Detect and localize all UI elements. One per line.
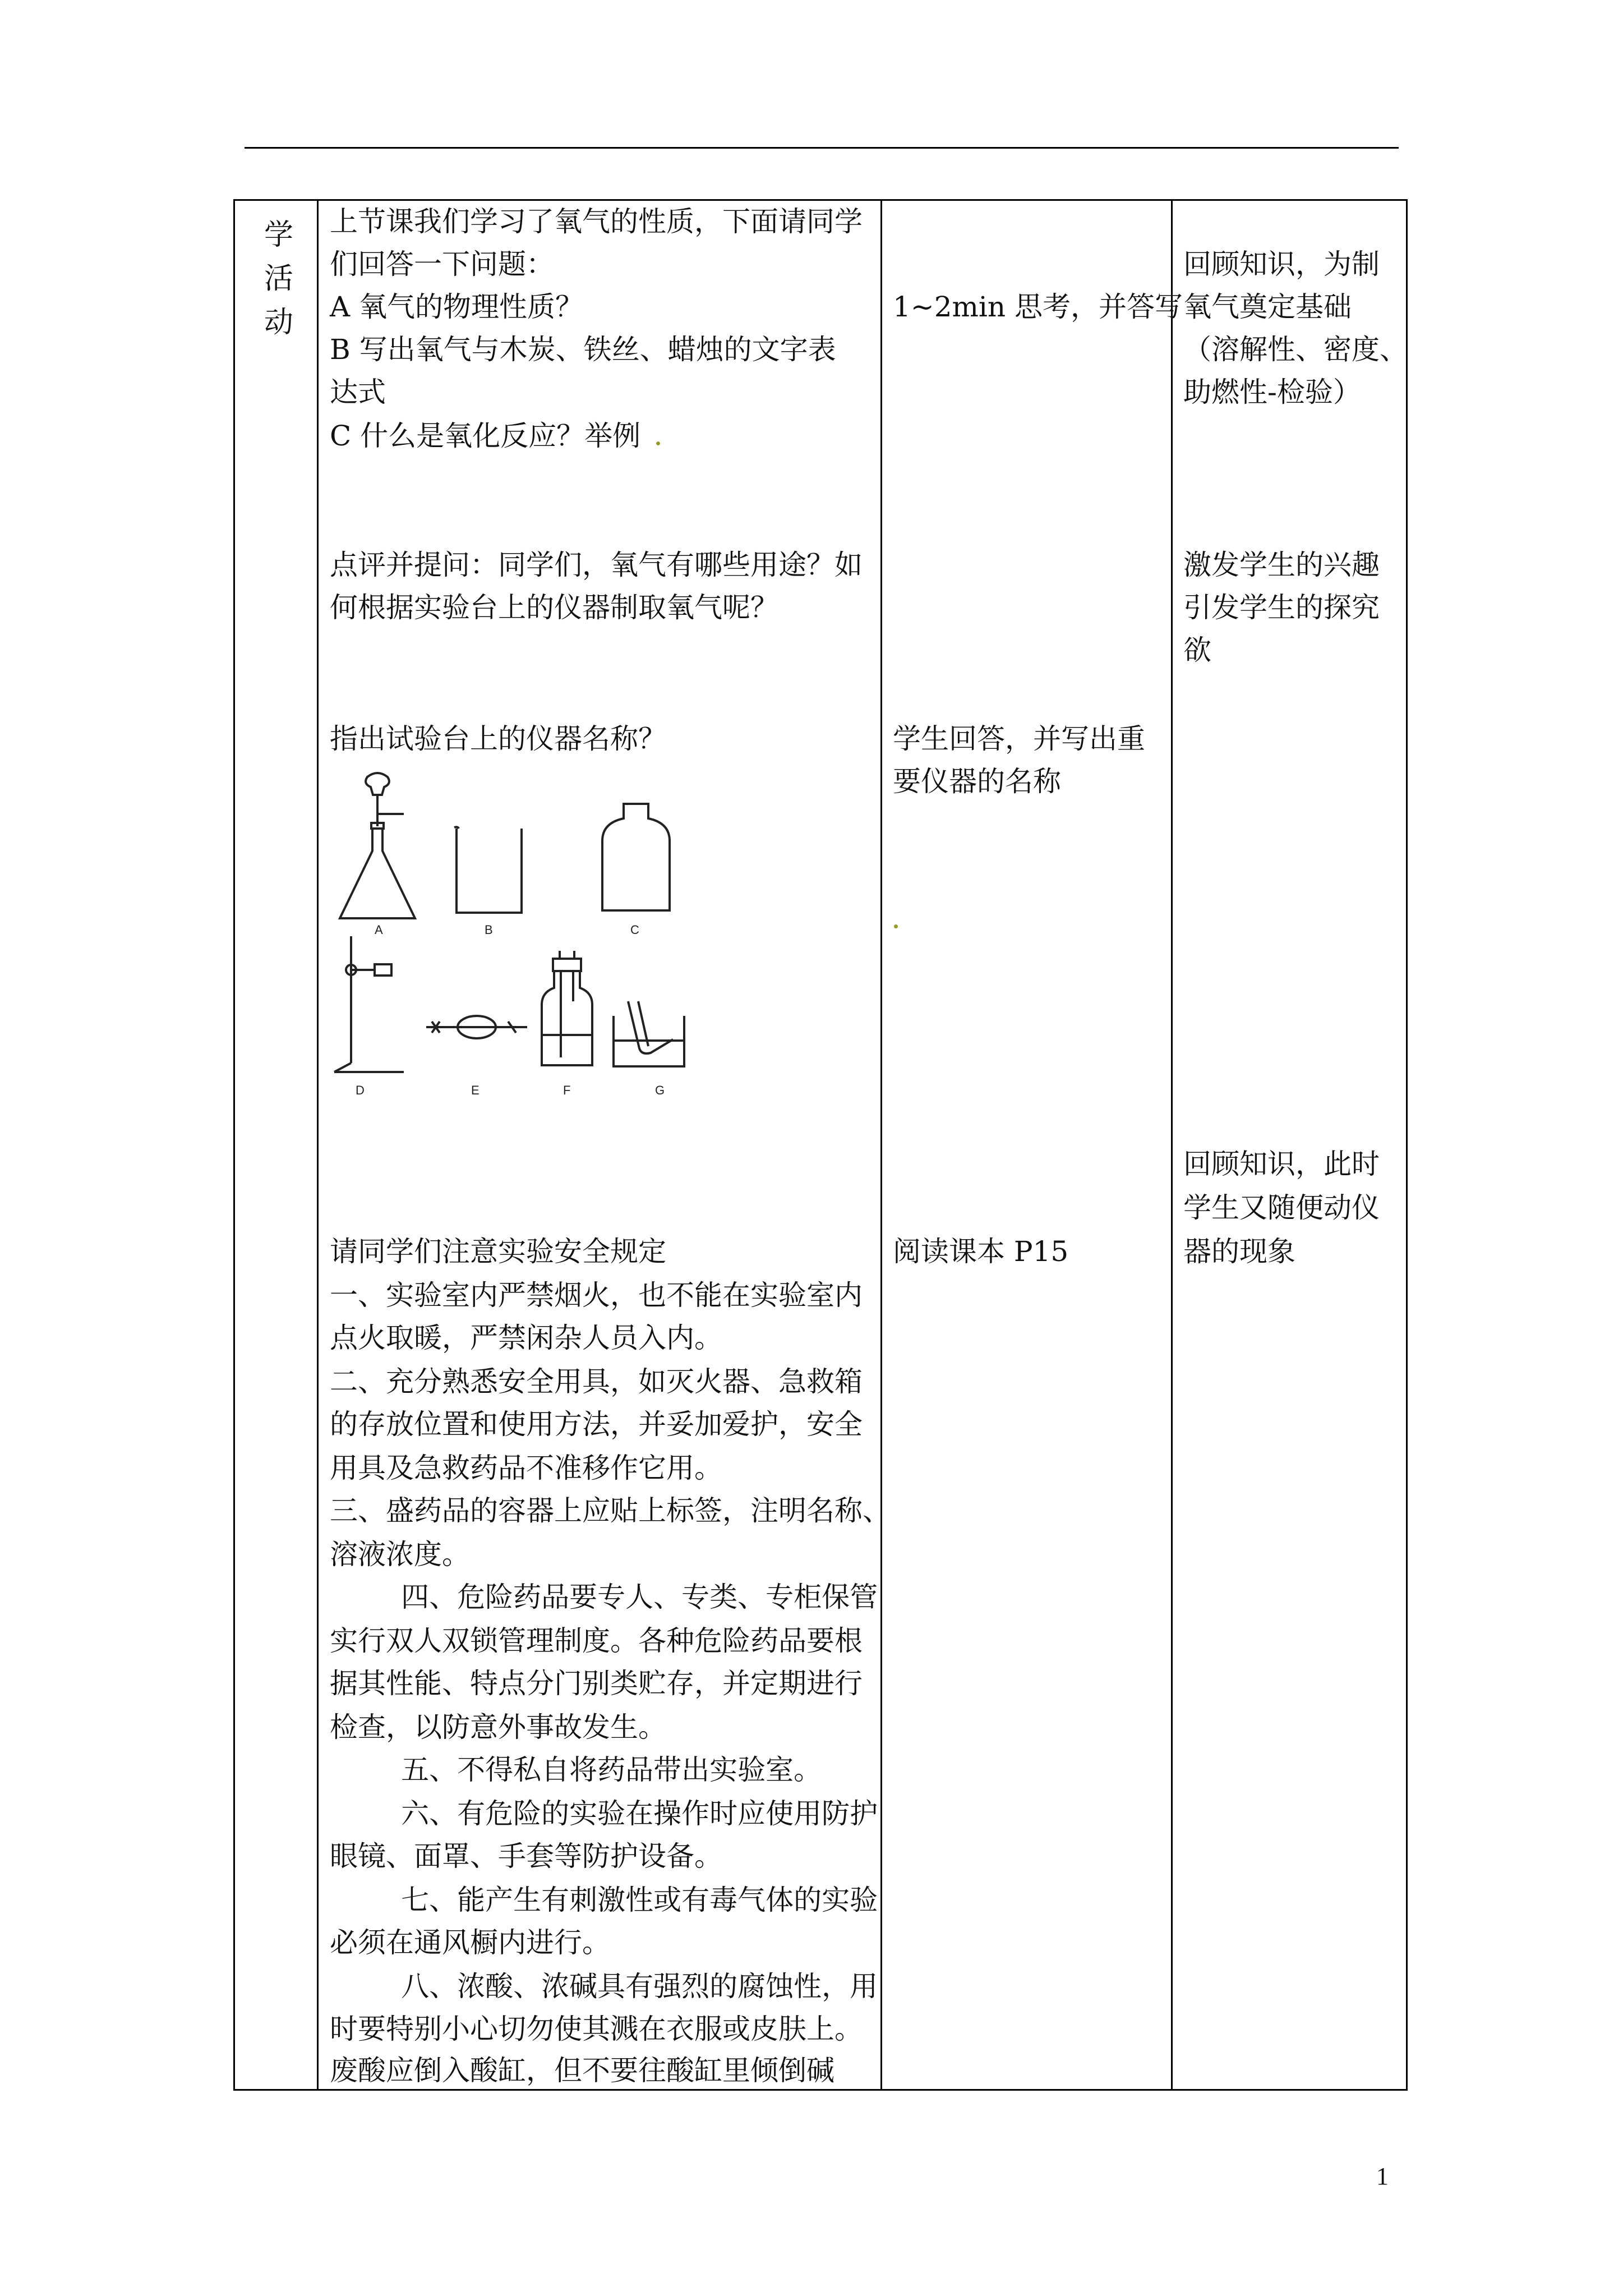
comment-line: 点评并提问：同学们，氧气有哪些用途？如 [330, 549, 863, 581]
rule-line: 的存放位置和使用方法，并妥加爱护，安全 [330, 1408, 863, 1441]
question-c: C 什么是氧化反应？举例 [330, 420, 641, 452]
rule-line: 必须在通风橱内进行。 [330, 1926, 610, 1959]
rule-line: 七、能产生有刺激性或有毒气体的实验 [330, 1884, 878, 1916]
rule-line: 八、浓酸、浓碱具有强烈的腐蚀性，用 [330, 1970, 878, 2003]
intent-line: 回顾知识，为制 [1183, 248, 1380, 280]
figure-label-e: E [471, 1083, 479, 1097]
intro-line: 上节课我们学习了氧气的性质，下面请同学 [330, 205, 863, 238]
rule-line: 实行双人双锁管理制度。各种危险药品要根 [330, 1625, 863, 1657]
comment-line: 何根据实验台上的仪器制取氧气呢？ [330, 591, 778, 624]
intro-line: 们回答一下问题： [330, 248, 554, 280]
figure-label-c: C [630, 923, 639, 937]
stage-label-char: 活 [264, 262, 294, 296]
rule-line: 眼镜、面罩、手套等防护设备。 [330, 1840, 722, 1872]
rule-line: 时要特别小心切勿使其溅在衣服或皮肤上。 [330, 2013, 863, 2045]
intent-line: 欲 [1183, 634, 1211, 666]
rule-line: 废酸应倒入酸缸，但不要往酸缸里倾倒碱 [330, 2054, 834, 2087]
column-divider [317, 201, 319, 2089]
intent-line: 氧气奠定基础 [1183, 291, 1352, 323]
answer-note: 要仪器的名称 [893, 765, 1061, 798]
question-b: 达式 [330, 376, 386, 408]
lab-apparatus-illustration [331, 766, 701, 1097]
header-rule [245, 147, 1399, 149]
rule-line: 三、盛药品的容器上应贴上标签，注明名称、 [330, 1494, 891, 1527]
rule-line: 点火取暖，严禁闲杂人员入内。 [330, 1322, 722, 1354]
rule-line: 据其性能、特点分门别类贮存，并定期进行 [330, 1667, 863, 1700]
intent-line: 器的现象 [1183, 1235, 1295, 1268]
stray-mark [656, 441, 660, 445]
figure-label-a: A [375, 923, 383, 937]
rule-line: 用具及急救药品不准移作它用。 [330, 1452, 722, 1484]
column-divider [1171, 201, 1173, 2089]
intent-line: 激发学生的兴趣 [1183, 549, 1380, 581]
rule-line: 六、有危险的实验在操作时应使用防护 [330, 1797, 878, 1830]
figure-label-g: G [655, 1083, 665, 1097]
intent-line: 学生又随便动仪 [1183, 1191, 1380, 1224]
rule-line: 二、充分熟悉安全用具，如灭火器、急救箱 [330, 1365, 863, 1398]
figure-label-f: F [563, 1083, 571, 1097]
read-note: 阅读课本 P15 [893, 1235, 1069, 1268]
question-a: A 氧气的物理性质？ [330, 291, 584, 323]
intent-line: 助燃性-检验） [1183, 376, 1361, 408]
instruments-prompt: 指出试验台上的仪器名称？ [330, 723, 666, 755]
figure-label-d: D [356, 1083, 365, 1097]
stage-label-char: 动 [264, 306, 294, 339]
intent-line: （溶解性、密度、 [1183, 333, 1408, 366]
think-note: 1~2min 思考，并答写 [893, 291, 1183, 323]
intent-line: 回顾知识，此时 [1183, 1148, 1380, 1180]
intent-line: 引发学生的探究 [1183, 591, 1380, 624]
stage-label-char: 学 [264, 218, 294, 252]
page-number: 1 [1376, 2162, 1389, 2190]
figure-label-b: B [485, 923, 493, 937]
rule-line: 溶液浓度。 [330, 1538, 470, 1571]
stray-mark [894, 924, 898, 928]
question-b: B 写出氧气与木炭、铁丝、蜡烛的文字表 [330, 333, 836, 366]
rule-line: 一、实验室内严禁烟火，也不能在实验室内 [330, 1279, 863, 1312]
rule-line: 五、不得私自将药品带出实验室。 [330, 1754, 822, 1786]
answer-note: 学生回答，并写出重 [893, 723, 1145, 755]
rule-line: 四、危险药品要专人、专类、专柜保管 [330, 1581, 878, 1613]
column-divider [880, 201, 882, 2089]
safety-title: 请同学们注意实验安全规定 [330, 1235, 666, 1268]
rule-line: 检查，以防意外事故发生。 [330, 1711, 666, 1743]
apparatus-figure [331, 766, 701, 1097]
